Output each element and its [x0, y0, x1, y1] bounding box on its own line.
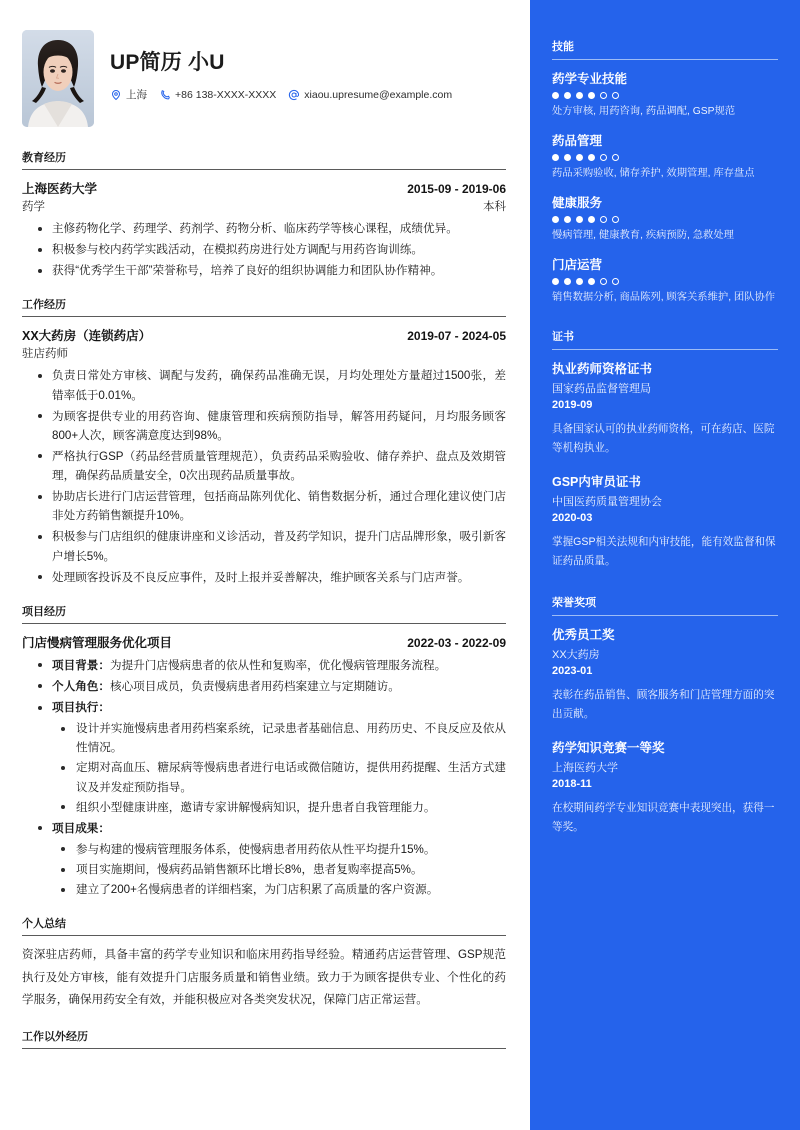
dot-empty — [612, 154, 619, 161]
dot-empty — [612, 92, 619, 99]
project-sub-bullets — [52, 719, 506, 817]
award-note: 在校期间药学专业知识竞赛中表现突出，获得一等奖。 — [552, 801, 775, 834]
education-row-secondary — [22, 198, 506, 214]
work-row-secondary — [22, 345, 506, 361]
certificate-org: 国家药品监督管理局 — [552, 382, 651, 395]
project-bullets — [22, 656, 506, 900]
award-item — [552, 738, 778, 838]
skill-name: 药品管理 — [552, 133, 603, 148]
list-item — [22, 819, 506, 900]
list-item: 定期对高血压、糖尿病等慢病患者进行电话或微信随访，提供用药提醒、生活方式建议及并发症预防指导。 — [52, 758, 506, 796]
skill-item — [552, 131, 778, 182]
list-item: 协助店长进行门店运营管理，包括商品陈列优化、销售数据分析，通过合理化建议使门店非处方药销售额提升10%。 — [22, 487, 506, 525]
award-note: 表彰在药品销售、顾客服务和门店管理方面的突出贡献。 — [552, 688, 775, 721]
page-title: UP简历 小U — [110, 51, 225, 74]
award-date: 2023-01 — [552, 664, 593, 677]
project-date: 2022-03 - 2022-09 — [407, 635, 506, 650]
certificate-item — [552, 472, 778, 572]
list-item: 建立了200+名慢病患者的详细档案，为门店积累了高质量的客户资源。 — [52, 880, 506, 899]
project-row-primary — [22, 633, 506, 651]
section-title-education: 教育经历 — [22, 149, 506, 170]
sidebar-title-skills: 技能 — [552, 38, 778, 60]
award-name: 优秀员工奖 — [552, 627, 615, 642]
skill-name: 药学专业技能 — [552, 72, 628, 86]
certificate-date: 2020-03 — [552, 511, 593, 524]
resume-header — [22, 30, 506, 127]
education-entry — [22, 179, 506, 280]
education-date: 2015-09 - 2019-06 — [407, 182, 506, 196]
skill-desc: 销售数据分析, 商品陈列, 顾客关系维护, 团队协作 — [552, 291, 776, 303]
project-item-label: 项目成果： — [52, 821, 110, 835]
project-item-text: 为提升门店慢病患者的依从性和复购率，优化慢病管理服务流程。 — [109, 658, 447, 672]
dot-filled — [576, 92, 583, 99]
certificate-org: 中国医药质量管理协会 — [552, 495, 662, 508]
contact-phone-text: +86 138-XXXX-XXXX — [175, 88, 277, 101]
dot-empty — [600, 278, 607, 285]
dot-filled — [576, 154, 583, 161]
contact-list — [110, 87, 459, 102]
section-title-extra: 工作以外经历 — [22, 1028, 506, 1049]
work-entry — [22, 326, 506, 586]
section-title-work: 工作经历 — [22, 296, 506, 317]
skill-item — [552, 69, 778, 120]
sidebar — [530, 0, 800, 1130]
dot-filled — [564, 216, 571, 223]
section-title-project: 项目经历 — [22, 603, 506, 624]
skill-item — [552, 193, 778, 244]
award-org: XX大药房 — [552, 648, 600, 661]
project-sub-bullets — [52, 840, 506, 899]
section-title-summary: 个人总结 — [22, 915, 506, 936]
dot-empty — [612, 216, 619, 223]
dot-filled — [552, 278, 559, 285]
list-item: 严格执行GSP（药品经营质量管理规范），负责药品采购验收、储存养护、盘点及效期管理，确保药品质量安全，0次出现药品质量事故。 — [22, 447, 506, 485]
project-item-text: 核心项目成员，负责慢病患者用药档案建立与定期随访。 — [109, 679, 400, 693]
certificate-note: 具备国家认可的执业药师资格，可在药店、医院等机构执业。 — [552, 422, 775, 455]
skill-desc: 处方审核, 用药咨询, 药品调配, GSP规范 — [552, 106, 736, 117]
dot-filled — [588, 278, 595, 285]
dot-filled — [588, 154, 595, 161]
dot-filled — [564, 278, 571, 285]
phone-icon — [159, 89, 171, 101]
summary-text: 资深驻店药师，具备丰富的药学专业知识和临床用药指导经验。精通药店运营管理、GSP规范执行及处方审核，能有效提升门店服务质量和销售业绩。致力于为顾客提供专业、个性化的药学服务，确保用药安全有效，并能积极应对各类突发状况，保障门店正常运营。 — [22, 948, 506, 1007]
list-item: 积极参与校内药学实践活动，在模拟药房进行处方调配与用药咨询训练。 — [22, 240, 506, 259]
dot-filled — [552, 216, 559, 223]
award-name: 药学知识竞赛一等奖 — [552, 741, 665, 755]
contact-email-text: xiaou.upresume@example.com — [304, 88, 453, 101]
dot-filled — [564, 92, 571, 99]
project-item-label: 项目背景： — [52, 658, 110, 672]
award-item — [552, 625, 778, 725]
education-degree: 本科 — [483, 201, 506, 213]
certificate-name: 执业药师资格证书 — [552, 361, 653, 376]
sidebar-title-awards: 荣誉奖项 — [552, 594, 778, 616]
dot-empty — [600, 92, 607, 99]
education-bullets — [22, 219, 506, 280]
work-company: XX大药房（连锁药店） — [22, 329, 152, 344]
avatar — [22, 30, 94, 127]
skill-level-dots — [552, 92, 778, 99]
certificate-item — [552, 359, 778, 459]
dot-empty — [600, 154, 607, 161]
education-row-primary — [22, 179, 506, 197]
skill-level-dots — [552, 154, 778, 161]
identity-block — [110, 30, 459, 102]
contact-location — [110, 87, 147, 102]
list-item: 参与构建的慢病管理服务体系，使慢病患者用药依从性平均提升15%。 — [52, 840, 506, 859]
skill-level-dots — [552, 278, 778, 285]
certificate-note: 掌握GSP相关法规和内审技能，能有效监督和保证药品质量。 — [552, 535, 776, 568]
skill-name: 健康服务 — [552, 195, 603, 210]
skill-desc: 药品采购验收, 储存养护, 效期管理, 库存盘点 — [552, 167, 755, 179]
skill-name: 门店运营 — [552, 257, 603, 272]
project-item-label: 个人角色： — [52, 679, 110, 693]
project-entry — [22, 633, 506, 900]
list-item: 组织小型健康讲座，邀请专家讲解慢病知识，提升患者自我管理能力。 — [52, 798, 506, 817]
list-item — [22, 656, 506, 675]
work-bullets — [22, 366, 506, 586]
list-item: 项目实施期间，慢病药品销售额环比增长8%，患者复购率提高5%。 — [52, 860, 506, 879]
work-role: 驻店药师 — [22, 348, 68, 361]
contact-location-text: 上海 — [126, 89, 147, 101]
certificate-name: GSP内审员证书 — [552, 474, 641, 489]
dot-filled — [576, 278, 583, 285]
list-item: 设计并实施慢病患者用药档案系统，记录患者基础信息、用药历史、不良反应及依从性情况。 — [52, 719, 506, 757]
skill-level-dots — [552, 216, 778, 223]
education-major: 药学 — [22, 201, 45, 213]
dot-empty — [612, 278, 619, 285]
award-date: 2018-11 — [552, 777, 592, 790]
award-org: 上海医药大学 — [552, 762, 618, 774]
dot-filled — [552, 154, 559, 161]
list-item: 为顾客提供专业的用药咨询、健康管理和疾病预防指导，解答用药疑问，月均服务顾客800+人次，顾客满意度达到98%。 — [22, 407, 506, 445]
list-item — [22, 677, 506, 696]
location-pin-icon — [110, 89, 122, 101]
list-item — [22, 698, 506, 817]
list-item: 积极参与门店组织的健康讲座和义诊活动，普及药学知识，提升门店品牌形象，吸引新客户增长5%。 — [22, 527, 506, 565]
portrait-photo-icon — [22, 30, 94, 127]
contact-email — [288, 89, 452, 101]
dot-filled — [552, 92, 559, 99]
dot-filled — [588, 92, 595, 99]
work-row-primary — [22, 326, 506, 344]
work-date: 2019-07 - 2024-05 — [407, 329, 506, 344]
list-item: 处理顾客投诉及不良反应事件，及时上报并妥善解决，维护顾客关系与门店声誉。 — [22, 568, 506, 587]
contact-phone — [159, 89, 276, 101]
list-item: 主修药物化学、药理学、药剂学、药物分析、临床药学等核心课程，成绩优异。 — [22, 219, 506, 238]
certificate-date: 2019-09 — [552, 398, 593, 411]
at-email-icon — [288, 89, 300, 101]
skill-desc: 慢病管理, 健康教育, 疾病预防, 急救处理 — [552, 229, 734, 241]
skill-item — [552, 255, 778, 306]
dot-filled — [576, 216, 583, 223]
list-item: 负责日常处方审核、调配与发药，确保药品准确无误，月均处理处方量超过1500张，差错率低于0.01%。 — [22, 366, 506, 404]
dot-empty — [600, 216, 607, 223]
dot-filled — [564, 154, 571, 161]
project-name: 门店慢病管理服务优化项目 — [22, 635, 173, 650]
education-school: 上海医药大学 — [22, 182, 98, 196]
list-item: 获得“优秀学生干部”荣誉称号，培养了良好的组织协调能力和团队协作精神。 — [22, 261, 506, 280]
sidebar-title-certificates: 证书 — [552, 328, 778, 350]
project-item-label: 项目执行： — [52, 701, 110, 714]
dot-filled — [588, 216, 595, 223]
